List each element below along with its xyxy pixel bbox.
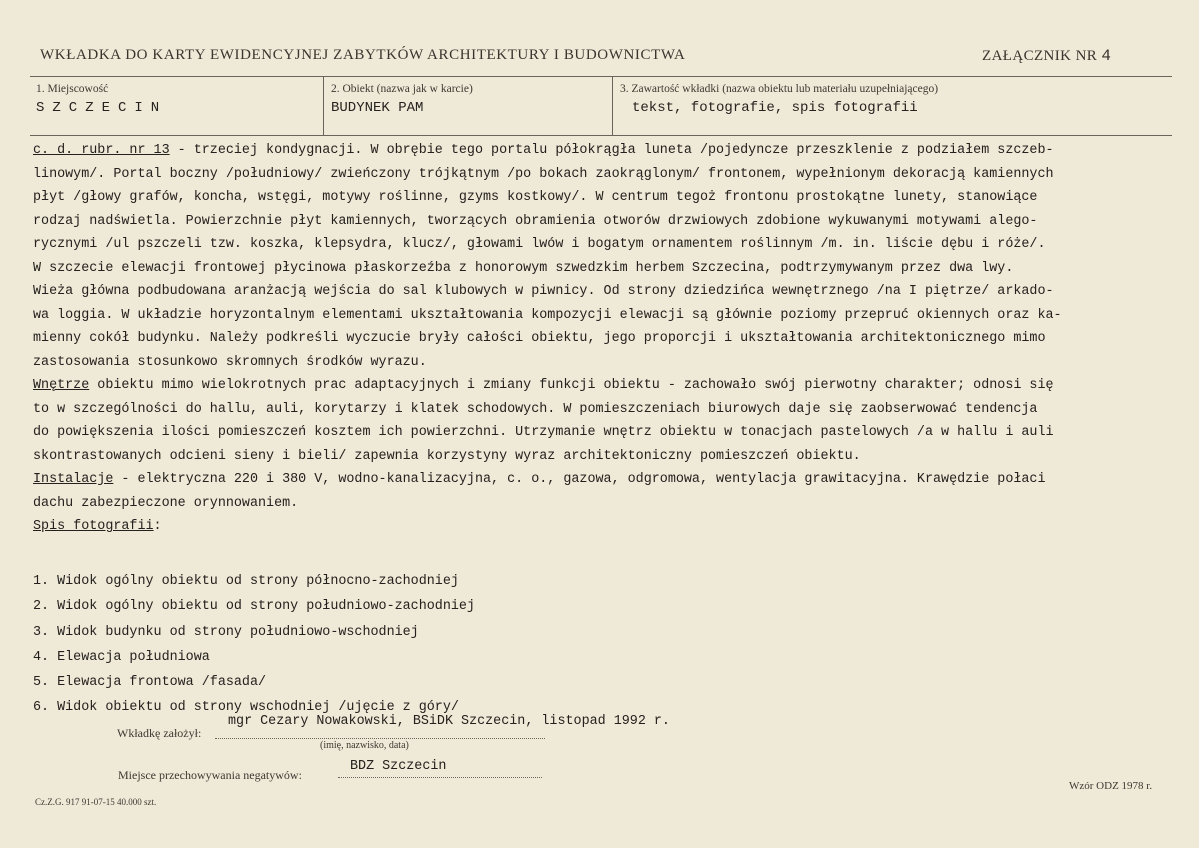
object-label: 2. Obiekt (nazwa jak w karcie) [331,83,473,95]
field-divider-1 [323,76,324,136]
photo-list-item: 6. Widok obiektu od strony wschodniej /ujęcie z góry/ [33,700,459,716]
header-bottom-rule [30,135,1172,136]
content-label: 3. Zawartość wkładki (nazwa obiektu lub materiału uzupełniającego) [620,83,939,95]
section-heading-photos: Spis fotografii [33,519,154,534]
form-title: WKŁADKA DO KARTY EWIDENCYJNEJ ZABYTKÓW ARCHITEKTURY I BUDOWNICTWA [40,47,686,63]
photo-list-item: 5. Elewacja frontowa /fasada/ [33,675,267,691]
photo-list-item: 2. Widok ogólny obiektu od strony południowo-zachodniej [33,599,475,615]
text-line: zastosowania stosunkowo skromnych środków wyrazu. [33,354,427,370]
header-top-rule [30,76,1172,77]
text-line: mienny cokół budynku. Należy podkreśli wyczucie bryły całości obiektu, jego proporcji i ukształtowania architektonicznego mimo [33,331,1046,346]
text-line: dachu zabezpieczone orynnowaniem. [33,495,299,511]
photo-list [33,569,475,721]
text-line: Spis fotografii: [33,519,162,534]
attachment-number-value: 4 [1101,47,1112,65]
text-line: do powiększenia ilości pomieszczeń kosztem ich powierzchni. Utrzymanie wnętrz obiektu w tonacjach pastelowych /a w hallu i auli [33,425,1054,440]
text-line: rycznymi /ul pszczeli tzw. koszka, klepsydra, klucz/, głowami lwów i bogatym ornamentem roślinnym /m. in. liście dębu i róże/. [33,237,1046,252]
photo-list-item: 1. Widok ogólny obiektu od strony północno-zachodniej [33,574,459,589]
print-code: Cz.Z.G. 917 91-07-15 40.000 szt. [35,797,157,807]
text-line: rodzaj nadświetla. Powierzchnie płyt kamiennych, tworzących obramienia otworów drzwiowych zdobione wykuwanymi motywami alego- [33,213,1038,229]
text-line: linowym/. Portal boczny /południowy/ zwieńczony trójkątnym /po bokach zaokrąglonym/ frontonem, wypełnionym dekoracją kamiennych [33,166,1054,182]
text-line: c. d. rubr. nr 13 - trzeciej kondygnacji. W obrębie tego portalu półokrągła luneta /pojedyncze przeszklenie z podziałem szczeb- [33,143,1054,158]
photo-list-item: 3. Widok budynku od strony południowo-wschodniej [33,624,419,640]
negatives-dotted-line [338,777,542,778]
negatives-label: Miejsce przechowywania negatywów: [118,768,302,782]
text-line: Wieża główna podbudowana aranżacją wejścia do sal klubowych w piwnicy. Od strony dziedzińca wewnętrznego /na I piętrze/ arkado- [33,284,1054,299]
negatives-value: BDZ Szczecin [350,759,447,774]
locality-value: SZCZECIN [36,100,168,116]
locality-label: 1. Miejscowość [36,83,109,95]
section-heading-interior: Wnętrze [33,378,90,393]
attachment-label: ZAŁĄCZNIK NR [982,48,1098,64]
description-text [33,139,1183,539]
created-by-value: mgr Cezary Nowakowski, BSiDK Szczecin, listopad 1992 r. [228,714,670,729]
created-by-dotted-line [215,738,545,739]
section-heading-installations: Instalacje [33,472,114,487]
attachment-number [982,47,1111,65]
created-by-caption: (imię, nazwisko, data) [320,740,409,751]
field-divider-2 [612,76,613,136]
created-by-label: Wkładkę założył: [117,726,202,740]
text-line: skontrastowanych odcieni sieny i bieli/ zapewnia korzystyny wyraz architektoniczny pomieszczeń obiektu. [33,448,861,464]
photo-list-item: 4. Elewacja południowa [33,649,210,665]
form-model: Wzór ODZ 1978 r. [1069,780,1153,792]
content-value: tekst, fotografie, spis fotografii [632,100,918,116]
object-value: BUDYNEK PAM [331,100,424,116]
text-line: to w szczególności do hallu, auli, korytarzy i klatek schodowych. W pomieszczeniach biurowych daje się zaobserwować tendencja [33,401,1038,417]
text-line: Instalacje - elektryczna 220 i 380 V, wodno-kanalizacyjna, c. o., gazowa, odgromowa, wentylacja grawitacyjna. Krawędzie połaci [33,472,1046,487]
text-line: Wnętrze obiektu mimo wielokrotnych prac adaptacyjnych i zmiany funkcji obiektu - zachowało swój pierwotny charakter; odnosi się [33,378,1054,393]
text-line: płyt /głowy grafów, koncha, wstęgi, motywy roślinne, gzyms kostkowy/. W centrum tegoż frontonu prostokątne lunety, stanowiące [33,190,1038,205]
text-line: wa loggia. W układzie horyzontalnym elementami ukształtowania kompozycji elewacji są głównie poziomy przepruć okiennych oraz ka- [33,307,1062,323]
section-ref: c. d. rubr. nr 13 [33,143,170,158]
text-line: W szczecie elewacji frontowej płycinowa płaskorzeźba z honorowym szwedzkim herbem Szczecina, podtrzymywanym przez dwa lwy. [33,260,1014,276]
